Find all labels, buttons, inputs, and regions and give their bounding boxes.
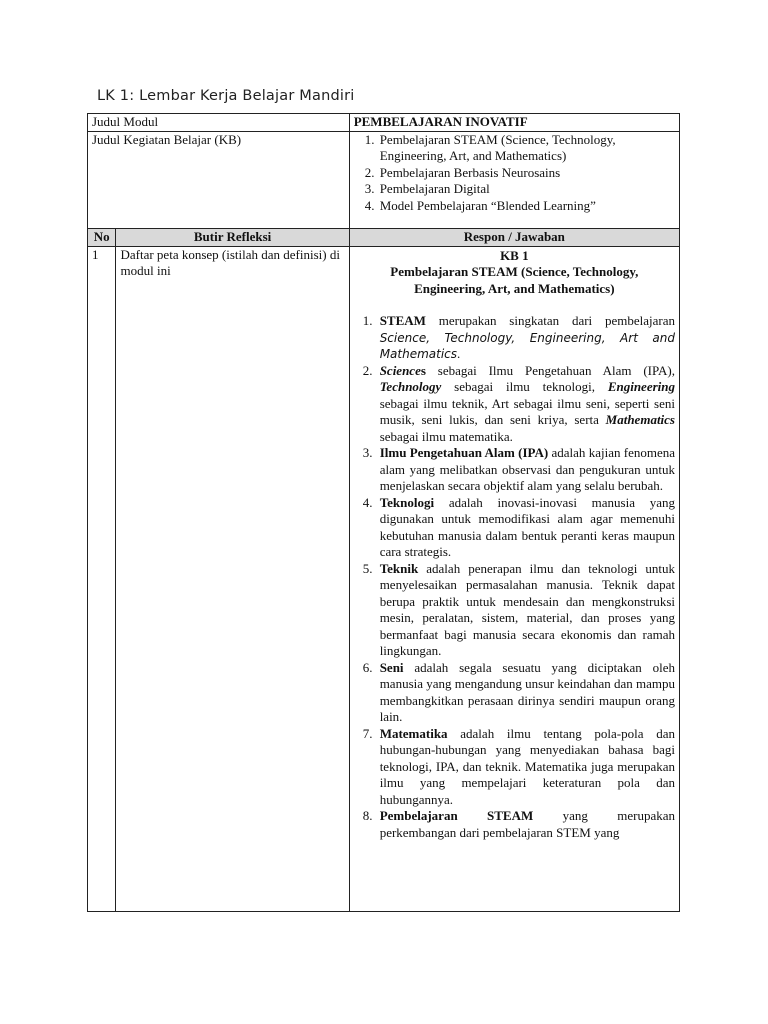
text: sebagai ilmu teknologi, (441, 379, 608, 394)
kb-item: 4. Model Pembelajaran “Blended Learning” (378, 198, 675, 215)
term: Seni (379, 659, 404, 675)
kb-list (354, 132, 675, 215)
kb-heading: KB 1 (500, 247, 529, 263)
kb-item: 3. Pembelajaran Digital (378, 181, 675, 198)
list-item (376, 363, 675, 446)
term: Mathematics (605, 412, 675, 427)
text-italic: Science, Technology, Engineering, Art and Mathematics (379, 330, 675, 361)
worksheet-title: LK 1: Lembar Kerja Belajar Mandiri (97, 88, 355, 104)
module-label: Judul Modul (88, 114, 350, 132)
text: sebagai Ilmu Pengetahuan Alam (IPA), (425, 362, 675, 378)
term: Teknologi (379, 494, 435, 510)
text: adalah ilmu tentang pola-pola dan hubungan-hubungan yang menyediakan bahasa bagi teknologi, IPA, dan teknik. Matematika juga merupakan ilmu yang mempelajari keteraturan pola dan hubungannya. (379, 725, 675, 807)
text: adalah penerapan ilmu dan teknologi untuk menyelesaikan permasalahan manusia. Teknik dapat berupa praktik untuk mendesain dan mengkonstruksi mesin, peralatan, sistem, material, dan proses yang bermanfaat bagi manusia secara ekonomis dan ramah lingkungan. (379, 560, 675, 658)
answers-list (354, 313, 675, 841)
kb-label: Judul Kegiatan Belajar (KB) (88, 131, 350, 229)
text: sebagai ilmu matematika. (379, 428, 513, 444)
term: Teknik (379, 560, 419, 576)
table-header-row (88, 229, 680, 247)
reflection-table (87, 113, 680, 912)
text: adalah segala sesuatu yang diciptakan oleh manusia yang mengandung unsur keindahan dan mampu membangkitkan perasaan dirinya sendiri maupun orang lain. (379, 659, 676, 724)
list-item (376, 726, 675, 809)
list-item (376, 808, 675, 841)
text: merupakan singkatan dari pembelajaran (425, 313, 675, 328)
row-butir: Daftar peta konsep (istilah dan definisi) di modul ini (116, 246, 349, 911)
kb-item: 2. Pembelajaran Berbasis Neurosains (378, 165, 675, 182)
text: adalah inovasi-inovasi manusia yang digunakan untuk memodifikasi alam agar memenuhi kebutuhan manusia dalam bentuk peranti keras maupun cara strategis. (379, 494, 675, 559)
header-respon-jawaban: Respon / Jawaban (349, 229, 679, 247)
term: Ilmu Pengetahuan Alam (IPA) (379, 445, 549, 460)
row-number: 1 (88, 246, 116, 911)
term: Engineering (607, 379, 675, 394)
term: Science (379, 362, 421, 378)
module-value: PEMBELAJARAN INOVATIF (349, 114, 679, 132)
text: yang merupakan perkembangan dari pembelajaran STEM yang (379, 808, 675, 840)
kb-row (88, 131, 680, 229)
text: . (457, 346, 461, 361)
term: s (420, 362, 426, 378)
table-row (88, 246, 680, 911)
list-item (376, 660, 675, 726)
term: Technology (379, 379, 442, 394)
list-item (376, 495, 675, 561)
text: adalah kajian fenomena alam yang melibatkan observasi dan pengukuran untuk menjelaskan secara objektif alam yang selalu berubah. (379, 445, 675, 493)
list-item (376, 313, 675, 363)
kb-list-cell (349, 131, 679, 229)
list-item (376, 561, 675, 660)
term: Pembelajaran STEAM (379, 808, 534, 823)
module-row (88, 114, 680, 132)
kb-item: 1. Pembelajaran STEAM (Science, Technology, Engineering, Art, and Mathematics) (378, 132, 675, 165)
kb-title: Pembelajaran STEAM (Science, Technology, Engineering, Art, and Mathematics) (390, 264, 639, 296)
term: Matematika (379, 725, 448, 741)
header-butir-refleksi: Butir Refleksi (116, 229, 349, 247)
row-response (349, 246, 679, 911)
text: sebagai ilmu teknik, Art sebagai ilmu seni, seperti seni musik, seni lukis, dan seni kriya, serta (379, 395, 675, 427)
header-no: No (88, 229, 116, 247)
list-item (376, 445, 675, 495)
term: STEAM (379, 313, 426, 328)
